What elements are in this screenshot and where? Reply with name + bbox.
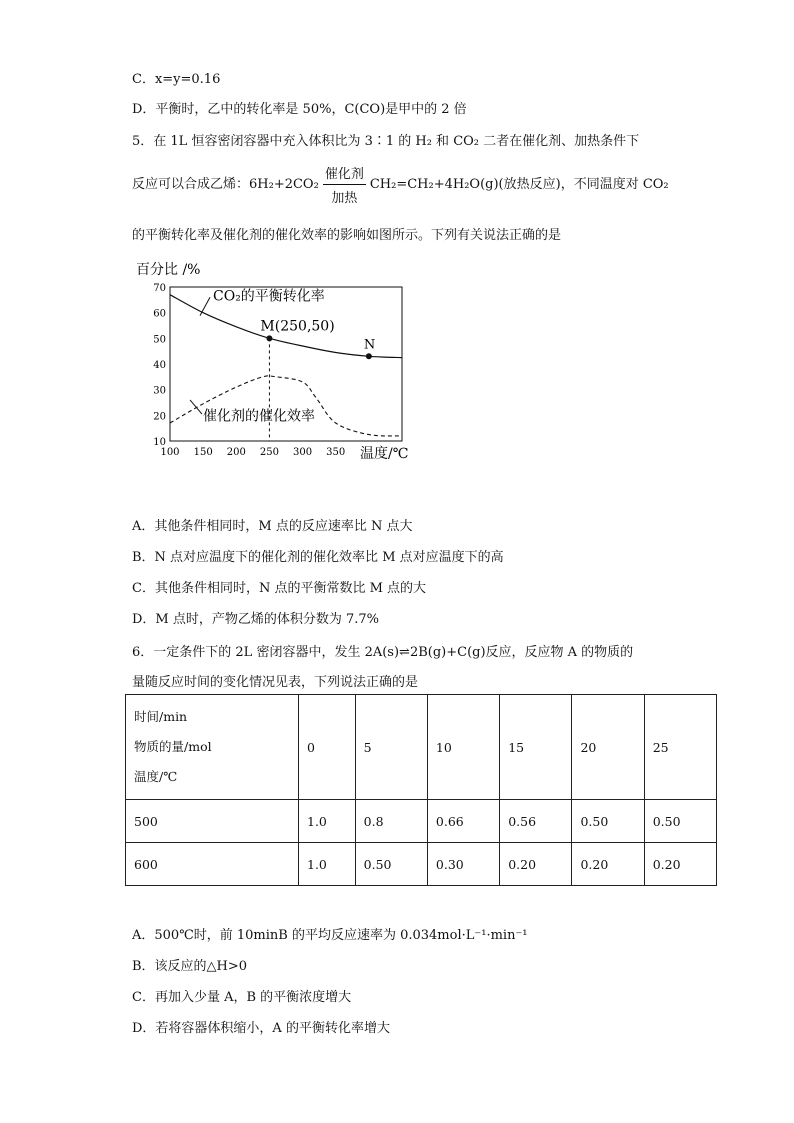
q5-equation-right: CH₂=CH₂+4H₂O(g)(放热反应)，不同温度对 CO₂ <box>369 177 669 192</box>
co2-label-leader <box>200 297 210 315</box>
q5-option-c: C．其他条件相同时，N 点的平衡常数比 M 点的大 <box>132 581 427 596</box>
table-cell: 0.50 <box>644 800 716 843</box>
table-header-label-cell <box>126 695 299 800</box>
table-cell: 0.8 <box>355 800 427 843</box>
y-tick-label: 70 <box>153 283 166 294</box>
table-cell: 0.66 <box>427 800 499 843</box>
catalyst-efficiency-line <box>170 376 402 436</box>
table-header-cell: 25 <box>644 695 716 800</box>
q6-stem-line2: 量随反应时间的变化情况见表，下列说法正确的是 <box>132 675 419 690</box>
q5-chart <box>130 255 430 470</box>
q6-option-b: B．该反应的△H>0 <box>132 959 248 974</box>
y-axis-ticks <box>153 283 166 448</box>
point-n <box>366 353 372 359</box>
condition-catalyst: 催化剂 <box>323 163 366 185</box>
point-m <box>266 335 272 341</box>
table-cell: 0.20 <box>572 843 644 886</box>
table-header-cell: 0 <box>299 695 356 800</box>
y-tick-label: 20 <box>153 411 166 423</box>
table-cell: 0.20 <box>500 843 572 886</box>
chart-xlabel: 温度/℃ <box>360 446 409 462</box>
x-tick-label: 250 <box>259 447 279 458</box>
table-cell: 0.50 <box>355 843 427 886</box>
header-time-label: 时间/min <box>134 709 188 724</box>
q6-option-c: C．再加入少量 A，B 的平衡浓度增大 <box>132 990 352 1005</box>
chart-ylabel: 百分比 /% <box>136 262 201 278</box>
condition-heat: 加热 <box>331 191 358 206</box>
table-cell: 1.0 <box>299 843 356 886</box>
q6-option-a: A．500℃时，前 10minB 的平均反应速率为 0.034mol·L⁻¹·min⁻¹ <box>132 928 528 943</box>
header-amount-label: 物质的量/mol <box>134 739 212 754</box>
q5-option-b: B．N 点对应温度下的催化剂的催化效率比 M 点对应温度下的高 <box>132 550 504 565</box>
table-cell-temp: 600 <box>126 843 299 886</box>
table-cell-temp: 500 <box>126 800 299 843</box>
table-cell: 0.20 <box>644 843 716 886</box>
table-row <box>126 800 717 843</box>
catalyst-efficiency-label: 催化剂的催化效率 <box>203 408 315 425</box>
table-header-cell: 20 <box>572 695 644 800</box>
x-tick-label: 150 <box>193 447 213 458</box>
x-tick-label: 350 <box>326 447 346 458</box>
table-cell: 0.56 <box>500 800 572 843</box>
table-cell: 0.30 <box>427 843 499 886</box>
q6-option-d: D．若将容器体积缩小，A 的平衡转化率增大 <box>132 1021 390 1036</box>
q5-option-a: A．其他条件相同时，M 点的反应速率比 N 点大 <box>132 519 413 534</box>
x-tick-label: 200 <box>226 447 246 458</box>
q6-data-table <box>125 694 717 886</box>
y-tick-label: 60 <box>153 308 166 320</box>
table-header-cell: 15 <box>500 695 572 800</box>
header-temp-label: 温度/℃ <box>134 769 178 784</box>
table-cell: 1.0 <box>299 800 356 843</box>
y-tick-label: 50 <box>153 334 166 346</box>
table-row <box>126 843 717 886</box>
table-header-cell: 5 <box>355 695 427 800</box>
table-cell: 0.50 <box>572 800 644 843</box>
table-header-row <box>126 695 717 800</box>
y-tick-label: 30 <box>153 385 166 397</box>
q6-stem-line1: 6．一定条件下的 2L 密闭容器中，发生 2A(s)⇌2B(g)+C(g)反应，反应物 A 的物质的 <box>132 645 634 660</box>
q5-equation-left: 反应可以合成乙烯：6H₂+2CO₂ <box>132 177 319 192</box>
point-n-label: N <box>363 337 376 353</box>
q5-option-d: D．M 点时，产物乙烯的体积分数为 7.7% <box>132 612 380 627</box>
reaction-condition <box>323 163 366 206</box>
co2-conversion-label: CO₂的平衡转化率 <box>213 288 325 305</box>
table-header-cell: 10 <box>427 695 499 800</box>
q5-stem-line1: 5．在 1L 恒容密闭容器中充入体积比为 3∶1 的 H₂ 和 CO₂ 二者在催化剂、加热条件下 <box>132 134 640 149</box>
q5-stem-line2 <box>132 163 669 206</box>
x-axis-ticks <box>160 447 345 458</box>
q4-option-c: C．x=y=0.16 <box>132 72 221 87</box>
x-tick-label: 100 <box>160 447 180 458</box>
x-tick-label: 300 <box>293 447 313 458</box>
q4-option-d: D．平衡时，乙中的转化率是 50%，C(CO)是甲中的 2 倍 <box>132 102 467 117</box>
q5-stem-line3: 的平衡转化率及催化剂的催化效率的影响如图所示。下列有关说法正确的是 <box>132 228 562 243</box>
y-tick-label: 10 <box>153 437 166 448</box>
point-m-label: M(250,50) <box>260 318 335 335</box>
y-tick-label: 40 <box>153 360 166 371</box>
catalyst-label-leader <box>190 400 202 414</box>
